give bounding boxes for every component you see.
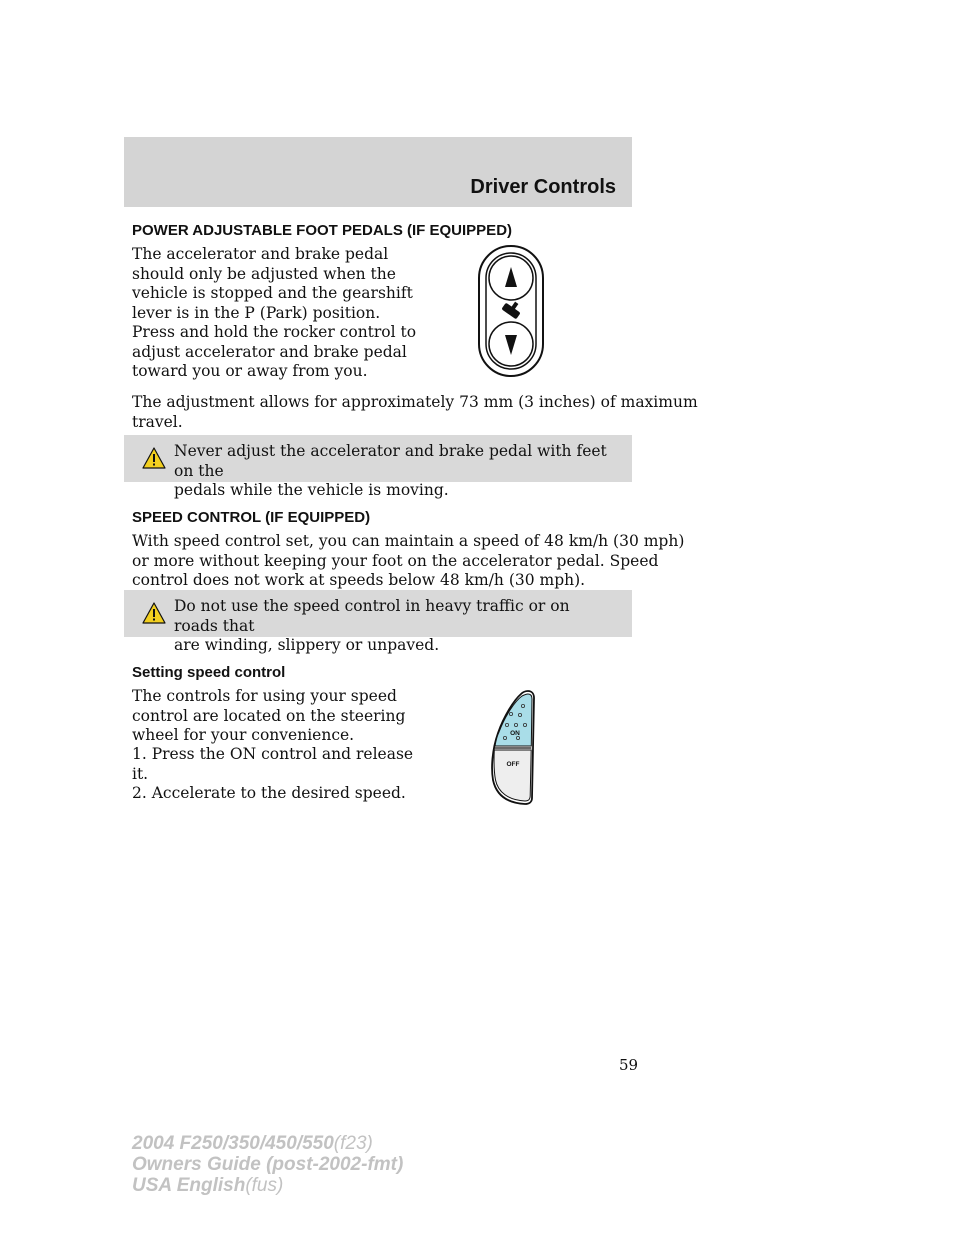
footer-line-1: 2004 F250/350/450/550(f23): [132, 1133, 373, 1154]
speed-control-warning-text: Do not use the speed control in heavy traffic or on roads that are winding, slippery or unpaved.: [174, 597, 570, 654]
pedals-paragraph-1: The accelerator and brake pedal should only be adjusted when the vehicle is stopped and the gearshift lever is in the P (Park) position.: [132, 245, 413, 322]
footer-line-3: USA English(fus): [132, 1175, 284, 1196]
footer-line-2: Owners Guide (post-2002-fmt): [132, 1154, 404, 1175]
setting-speed-control-heading: Setting speed control: [132, 664, 286, 681]
pedals-paragraph-2: Press and hold the rocker control to adjust accelerator and brake pedal toward you or away from you.: [132, 323, 417, 380]
step-1: 1. Press the ON control and release it.: [132, 745, 414, 783]
speed-control-paragraph: With speed control set, you can maintain a speed of 48 km/h (30 mph) or more without keeping your foot on the accelerator pedal. Speed control does not work at speeds below 48 km/h (30 mph).: [132, 532, 685, 589]
header-band: [124, 137, 632, 207]
pedal-rocker-switch-illustration: [477, 244, 545, 378]
pedals-paragraph-3: The adjustment allows for approximately 73 mm (3 inches) of maximum travel.: [132, 393, 698, 431]
warning-triangle-icon: [142, 602, 166, 624]
setting-speed-control-paragraph: The controls for using your speed control are located on the steering wheel for your convenience.: [132, 687, 406, 744]
page-number: 59: [619, 1056, 639, 1074]
pedals-heading: POWER ADJUSTABLE FOOT PEDALS (IF EQUIPPED): [132, 222, 513, 239]
switch-on-label: ON: [510, 730, 520, 737]
speed-control-switch-illustration: [488, 688, 538, 806]
switch-off-label: OFF: [506, 761, 520, 768]
speed-control-warning-box: [124, 590, 632, 654]
pedals-warning-text: Never adjust the accelerator and brake pedal with feet on the pedals while the vehicle is moving.: [174, 442, 607, 499]
section-title: Driver Controls: [470, 176, 616, 198]
step-2: 2. Accelerate to the desired speed.: [132, 784, 406, 802]
speed-control-heading: SPEED CONTROL (IF EQUIPPED): [132, 509, 371, 526]
warning-triangle-icon: [142, 447, 166, 469]
pedals-warning-box: [124, 435, 632, 499]
